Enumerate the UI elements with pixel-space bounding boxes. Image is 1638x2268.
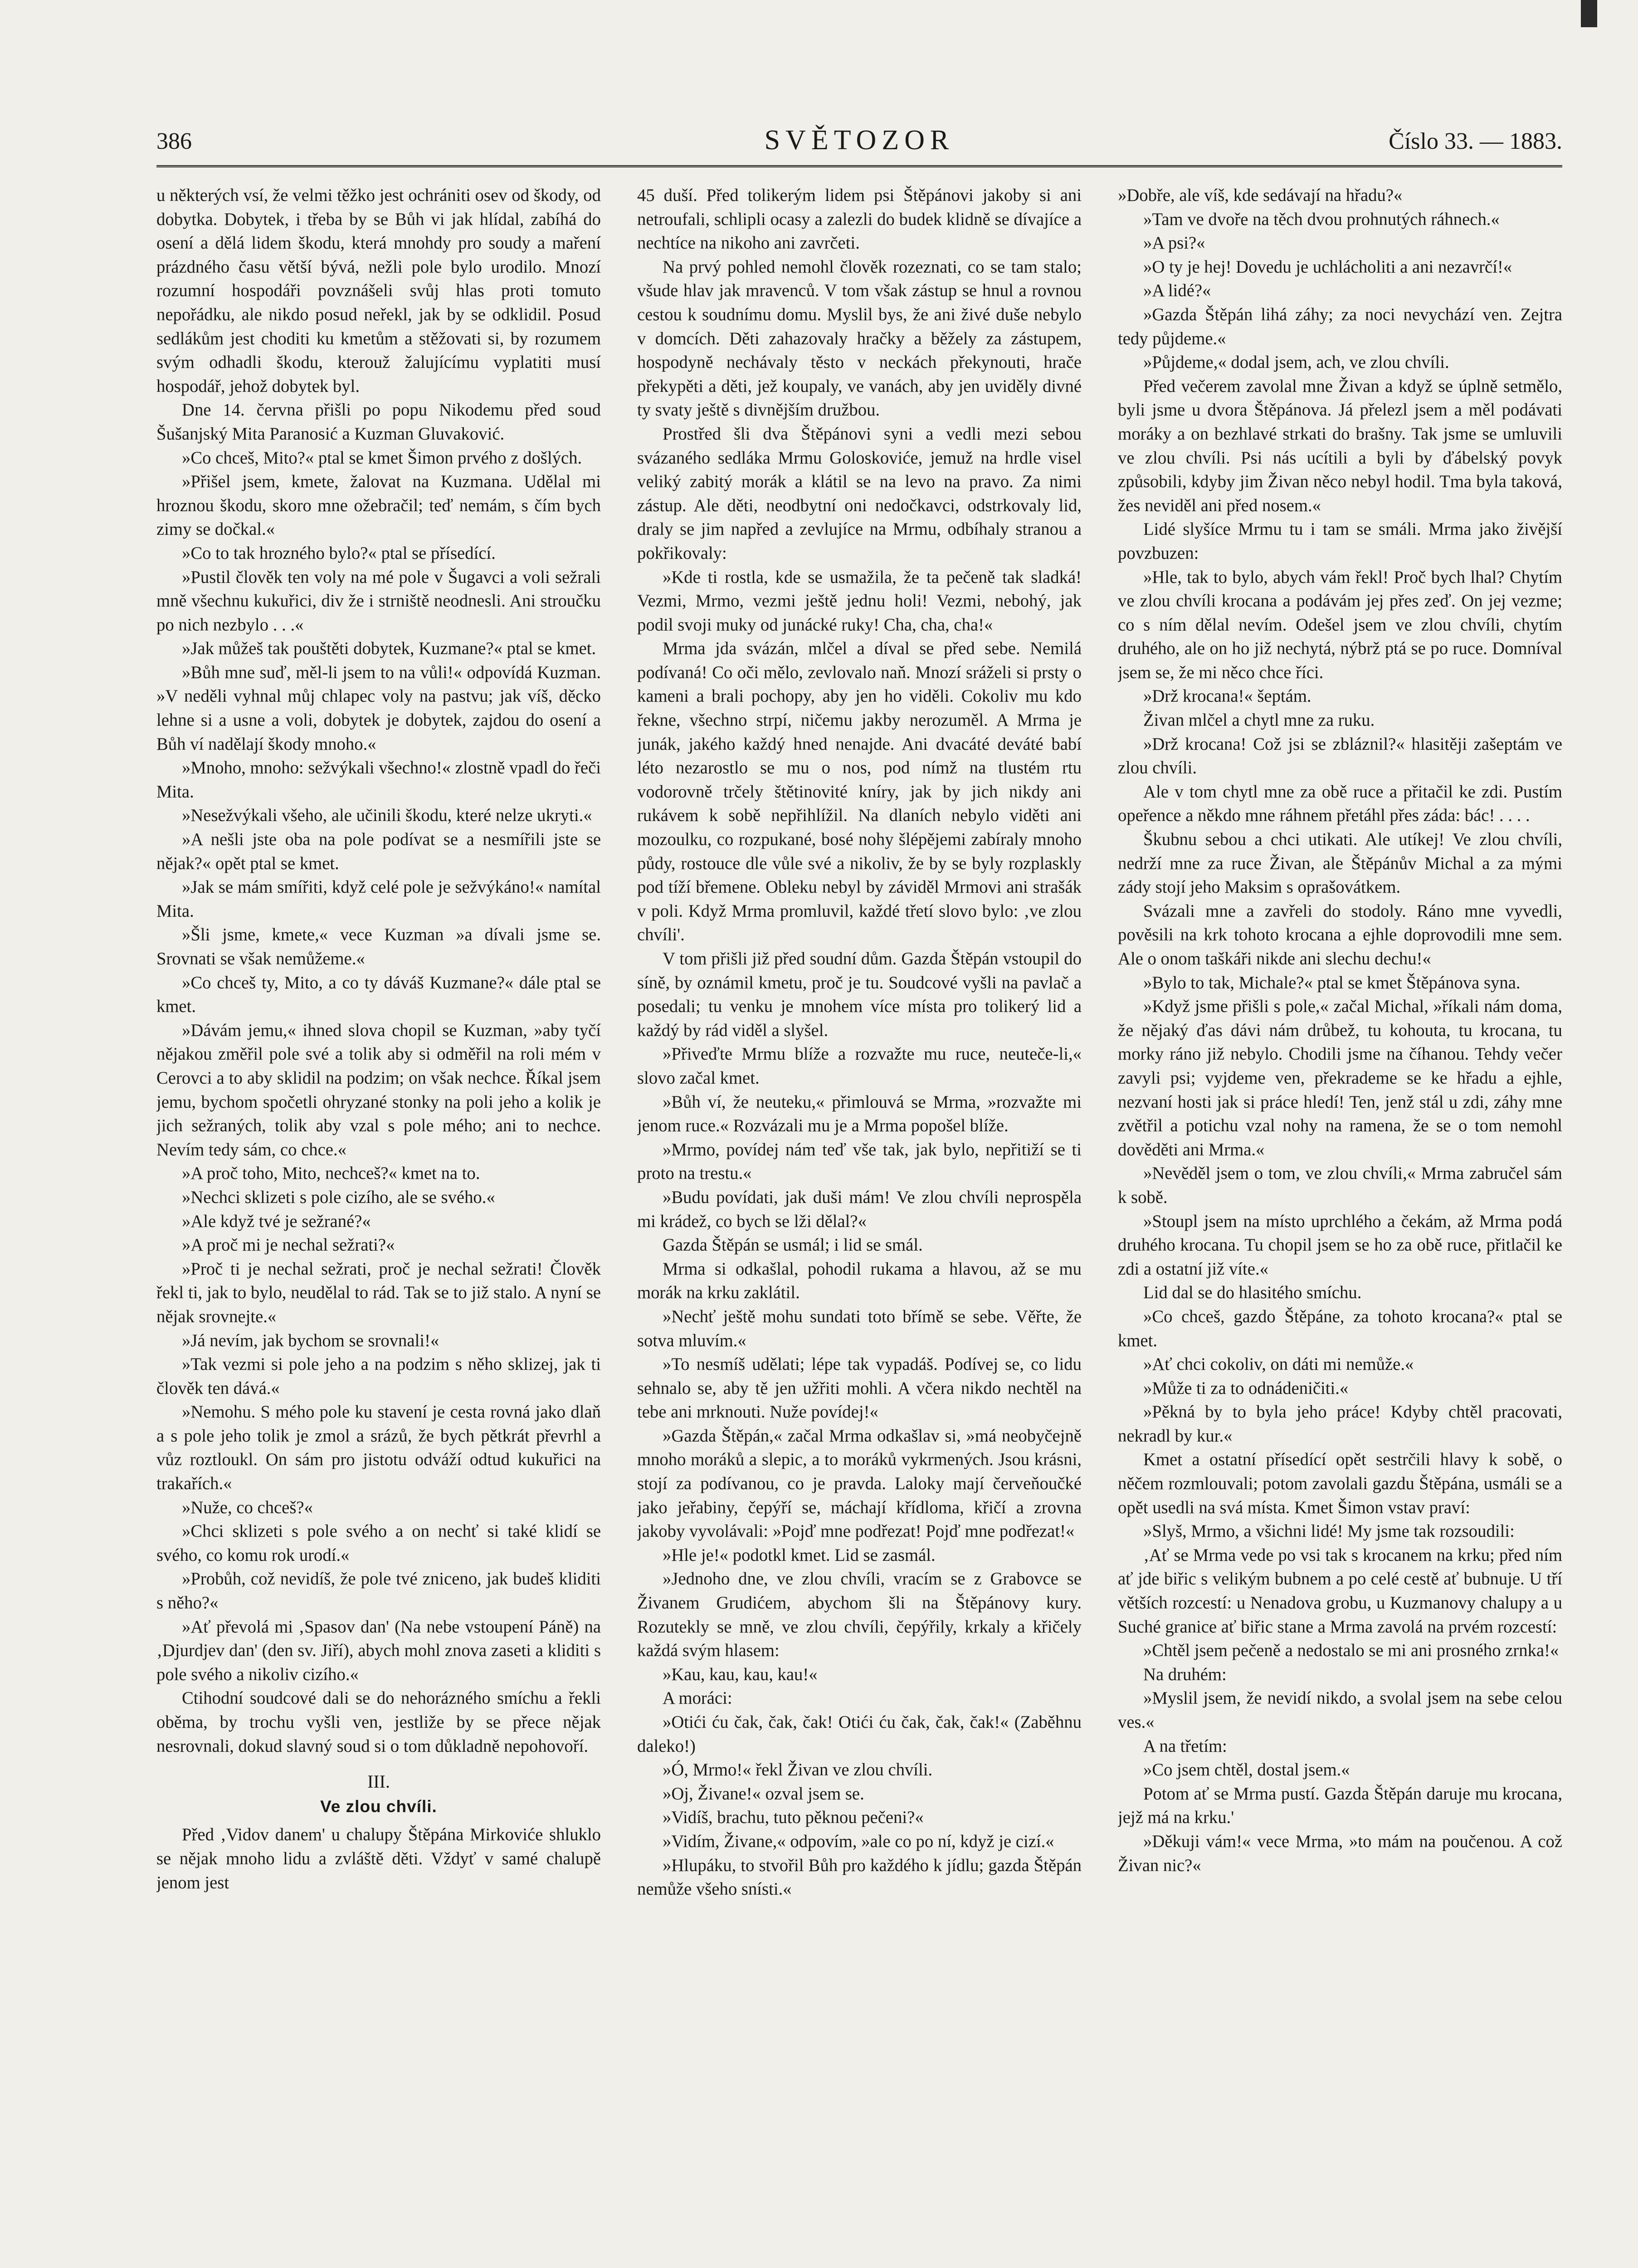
paragraph: »A nešli jste oba na pole podívat se a nesmířili jste se nějak?« opět ptal se kmet. [156,830,601,873]
paragraph: »Drž krocana!« šeptám. [1143,687,1311,706]
paragraph: »Ať chci cokoliv, on dáti mi nemůže.« [1143,1355,1414,1374]
paragraph: »A lidé?« [1143,281,1211,301]
paragraph: 45 duší. Před tolikerým lidem psi Štěpánovi jakoby si ani netroufali, schlipli ocasy a zalezli do budek klidně se dívajíce a nechtíce na nikoho ani zavrčeti. [637,186,1082,253]
paragraph: »Chtěl jsem pečeně a nedostalo se mi ani prosného zrnka!« [1143,1641,1559,1661]
text-column-right [1118,184,1562,2193]
paragraph: »Kau, kau, kau, kau!« [663,1665,818,1684]
paragraph: »Co to tak hrozného bylo?« ptal se přísedící. [182,543,496,563]
page-number: 386 [156,128,192,154]
paragraph: »A proč toho, Mito, nechceš?« kmet na to. [182,1164,480,1183]
paragraph: ‚Ať se Mrma vede po vsi tak s krocanem na krku; před ním ať jde biřic s velikým bubnem a po celé cestě ať bubnuje. U tří větších rozcestí: u Nenadova grobu, u Kuzmanovy chalupy a u Suché granice ať biřic stane a Mrma zavolá na prvém rozcestí: [1118,1545,1562,1637]
paragraph: »Dávám jemu,« ihned slova chopil se Kuzman, »aby tyčí nějakou změřil pole své a tolik aby si odměřil na roli mém v Cerovci a to aby sklidil na podzim; on však nechce. Říkal jsem jemu, bychom spočetli ohryzané stonky na poli jeho a kolik je jich sežraných, tolik aby vzal s pole mého; ani to nechce. Nevím tedy sám, co chce.« [156,1021,601,1159]
paragraph: »Jak můžeš tak pouštěti dobytek, Kuzmane?« ptal se kmet. [182,639,596,659]
paragraph: »Nechci sklizeti s pole cizího, ale se svého.« [182,1188,495,1207]
paragraph: Živan mlčel a chytl mne za ruku. [1143,711,1375,730]
paragraph: »Ó, Mrmo!« řekl Živan ve zlou chvíli. [663,1760,933,1780]
paragraph: »Dobře, ale víš, kde sedávají na hřadu?« [1118,186,1403,205]
paragraph: Dne 14. června přišli po popu Nikodemu před soud Šušanjský Mita Paranosić a Kuzman Gluvaković. [156,401,601,444]
paragraph: Gazda Štěpán se usmál; i lid se smál. [663,1236,923,1255]
paragraph: »Jednoho dne, ve zlou chvíli, vracím se z Grabovce se Živanem Grudićem, abychom šli na Štěpánovy kury. Rozutekly se mně, ve zlou chvíli, čepýřily, krkaly a křičely každá svým hlasem: [637,1569,1082,1661]
paragraph: »Mrmo, povídej nám teď vše tak, jak bylo, nepřitiží se ti proto na trestu.« [637,1140,1082,1183]
page-header [156,122,1562,167]
paragraph: »Hle, tak to bylo, abych vám řekl! Proč bych lhal? Chytím ve zlou chvíli krocana a podávám jej přes zeď. On jej vezme; co s ním dělal nevím. Odešel jsem ve zlou chvíli, chytím druhého, ale on ho již nechytá, nýbrž ptá se po ruce. Domníval jsem se, že mi něco chce říci. [1118,567,1562,682]
paragraph: »Ať převolá mi ‚Spasov dan' (Na nebe vstoupení Páně) na ‚Djurdjev dan' (den sv. Jiří), abych mohl znova zaseti a kliditi s pole svého a nikoliv cizího.« [156,1617,601,1684]
paragraph: Škubnu sebou a chci utikati. Ale utíkej! Ve zlou chvíli, nedrží mne za ruce Živan, ale Štěpánův Michal a za mými zády stojí jeho Maksim s oprašovátkem. [1118,830,1562,897]
paragraph: Potom ať se Mrma pustí. Gazda Štěpán daruje mu krocana, jejž má na krku.' [1118,1784,1562,1828]
paragraph: »Hle je!« podotkl kmet. Lid se zasmál. [663,1545,936,1565]
paragraph: »Nechť ještě mohu sundati toto břímě se sebe. Věřte, že sotva mluvím.« [637,1307,1082,1350]
paragraph: »Bůh ví, že neuteku,« přimlouvá se Mrma, »rozvažte mi jenom ruce.« Rozvázali mu je a Mrma popošel blíže. [637,1092,1082,1136]
paragraph: »A psi?« [1143,234,1205,253]
paragraph: »Tam ve dvoře na těch dvou prohnutých ráhnech.« [1143,210,1500,229]
paragraph: »Pustil člověk ten voly na mé pole v Šugavci a voli sežrali mně všechnu kukuřici, div že i strniště neodnesli. Ani stroučku po nich nezbylo . . .« [156,567,601,635]
paragraph: »Kde ti rostla, kde se usmažila, že ta pečeně tak sladká! Vezmi, Mrmo, vezmi ještě jednu holi! Vezmi, nebohý, jak podil svoji muky od junácké ruky! Cha, cha, cha!« [637,567,1082,635]
paragraph: »Když jsme přišli s pole,« začal Michal, »říkali nám doma, že nějaký ďas dávi nám drůbež, tu kohouta, tu krocana, tu morky ráno již nebylo. Chodili jsme na číhanou. Tehdy večer zavyli psi; vyjdeme ven, překrademe se ke hřadu a ejhle, nezvaní hosti jak si práce hledí! Ten, jenž stál u zdi, záhy mne zvětřil a potichu vzal nohy na ramena, že se o tom nemohl dověděti ani Mrma.« [1118,997,1562,1159]
section-number: III. [367,1771,390,1792]
paragraph: »To nesmíš udělati; lépe tak vypadáš. Podívej se, co lidu sehnalo se, aby tě jen užřiti mohli. A včera nikdo nechtěl na tebe ani mrknouti. Nuže povídej!« [637,1355,1082,1422]
paragraph: A moráci: [663,1689,732,1708]
paragraph: »Může ti za to odnádeničiti.« [1143,1378,1349,1398]
paragraph: Mrma jda svázán, mlčel a díval se před sebe. Nemilá podívaná! Co oči mělo, zevlovalo naň. Mnozí sráželi si prsty o kameni a brali pochopy, aby jen ho viděli. Cokoliv mu kdo řekne, všechno strpí, ničemu jakby nerozuměl. A Mrma je junák, jakého každý hned nenajde. Ani dvacáté deváté babí léto nezarostlo se mu o nos, pod nímž na tlustém rtu vodorovně trčely štětinovité kníry, jak by jich nikdy ani rukávem k sobě nepřihlížil. Na dlaních nebylo viděti ani mozoulku, co rozpukané, bosé nohy šlépějemi zabíraly mnoho půdy, rostouce dle vůle své a nikoliv, že by se byly rozplaskly pod tíží břemene. Obleku nebyl by záviděl Mrmovi ani strašák v poli. Když Mrma promluvil, každé třetí slovo bylo: ‚ve zlou chvíli'. [637,639,1082,945]
paragraph: »Nevěděl jsem o tom, ve zlou chvíli,« Mrma zabručel sám k sobě. [1118,1164,1562,1207]
paragraph: »Přišel jsem, kmete, žalovat na Kuzmana. Udělal mi hroznou škodu, skoro mne ožebračil; teď nemám, s čím bych zimy se dočkal.« [156,472,601,539]
paragraph: Kmet a ostatní přísedící opět sestrčili hlavy k sobě, o něčem rozmlouvali; potom zavolali gazdu Štěpána, usmáli se a opět usedli na svá místa. Kmet Šimon vstav praví: [1118,1450,1562,1517]
paragraph: »Budu povídati, jak duši mám! Ve zlou chvíli neprospěla mi krádež, co bych se lži dělal?« [637,1188,1082,1231]
paragraph: »Myslil jsem, že nevidí nikdo, a svolal jsem na sebe celou ves.« [1118,1689,1562,1732]
paragraph: Před večerem zavolal mne Živan a když se úplně setmělo, byli jsme u dvora Štěpánova. Já přelezl jsem a měl podávati moráky a on bezhlavé strkati do brašny. Tak jsme se umluvili ve zlou chvíli. Psi nás ucítili a byli by ďábelský povyk způsobili, kdyby jim Živan něco nebyl hodil. Tma byla taková, žes neviděl ani před nosem.« [1118,376,1562,515]
paragraph: u některých vsí, že velmi těžko jest ochrániti osev od škody, od dobytka. Dobytek, i třeba by se Bůh vi jak hlídal, zabíhá do osení a dělá lidem škodu, která mnohdy pro soudy a maření prázdného času větší bývá, nežli pole bylo urodilo. Mnozí rozumní hospodáři povznášeli svůj hlas proti tomuto nepořádku, ale nikdo posud neřekl, jak by se odklidil. Posud sedlákům jest choditi ku kmetům a stěžovati si, by rozumem svým odhadli škodu, kterouž žalujícímu vyplatiti musí hospodář, jehož dobytek byl. [156,186,601,396]
scan-blot [1581,0,1597,27]
paragraph: Lid dal se do hlasitého smíchu. [1143,1283,1362,1303]
paragraph: »Slyš, Mrmo, a všichni lidé! My jsme tak rozsoudili: [1143,1522,1515,1541]
paragraph: »Vidím, Živane,« odpovím, »ale co po ní, když je cizí.« [663,1832,1054,1851]
paragraph: »Já nevím, jak bychom se srovnali!« [182,1331,439,1350]
paragraph: »A proč mi je nechal sežrati?« [182,1236,395,1255]
paragraph: »Děkuji vám!« vece Mrma, »to mám na poučenou. A což Živan nic?« [1118,1832,1562,1875]
paragraph: »Hlupáku, to stvořil Bůh pro každého k jídlu; gazda Štěpán nemůže všeho snísti.« [637,1856,1082,1899]
paragraph: »Co chceš, gazdo Štěpáne, za tohoto krocana?« ptal se kmet. [1118,1307,1562,1350]
paragraph: »Stoupl jsem na místo uprchlého a čekám, až Mrma podá druhého krocana. Tu chopil jsem se ho za obě ruce, přitlačil ke zdi a ostatní již víte.« [1118,1212,1562,1279]
paragraph: »Gazda Štěpán,« začal Mrma odkašlav si, »má neobyčejně mnoho moráků a slepic, a to moráků vykrmených. Jsou krásni, stojí za podívanou, co je pravda. Laloky mají červeňoučké jako jeřabiny, čepýří se, máchají křídloma, křičí a zrovna jakoby vyvolávali: »Pojď mne podřezat! Pojď mne podřezat!« [637,1426,1082,1541]
paragraph: »Šli jsme, kmete,« vece Kuzman »a dívali jsme se. Srovnati se však nemůžeme.« [156,925,601,968]
paragraph: »Proč ti je nechal sežrati, proč je nechal sežrati! Člověk řekl ti, jak to bylo, neudělal to rád. Tak se to již stalo. A nyní se nějak srovnejte.« [156,1259,601,1326]
paragraph: Ctihodní soudcové dali se do nehorázného smíchu a řekli oběma, by trochu vyšli ven, jestliže by se přece nějak nesrovnali, dokud slavný soud si o tom důkladně nepohovoří. [156,1689,601,1756]
paragraph: »Bůh mne suď, měl-li jsem to na vůli!« odpovídá Kuzman. »V neděli vyhnal můj chlapec voly na pastvu; jak víš, děcko lehne si a usne a voli, dobytek je dobytek, zajdou do osení a Bůh ví nadělají škody mnoho.« [156,663,601,754]
paragraph: V tom přišli již před soudní dům. Gazda Štěpán vstoupil do síně, by oznámil kmetu, proč je tu. Soudcové vyšli na pavlač a posedali; tu venku je mnohem více místa pro tolikerý lid a každý by rád viděl a slyšel. [637,949,1082,1040]
paragraph: »Vidíš, brachu, tuto pěknou pečeni?« [663,1808,924,1828]
paragraph: »Přiveďte Mrmu blíže a rozvažte mu ruce, neuteče-li,« slovo začal kmet. [637,1045,1082,1088]
paragraph: Mrma si odkašlal, pohodil rukama a hlavou, až se mu morák na krku zaklátil. [637,1259,1082,1303]
paragraph: »Otići ću čak, čak, čak! Otići ću čak, čak, čak!« (Zaběhnu daleko!) [637,1713,1082,1756]
paragraph: »Jak se mám smířiti, když celé pole je sežvýkáno!« namítal Mita. [156,878,601,921]
issue-info: Číslo 33. — 1883. [1389,128,1562,154]
paragraph: »Oj, Živane!« ozval jsem se. [663,1784,864,1804]
paragraph: »Pěkná by to byla jeho práce! Kdyby chtěl pracovati, nekradl by kur.« [1118,1403,1562,1446]
text-columns [156,184,1562,2193]
paragraph: »Co chceš, Mito?« ptal se kmet Šimon prvého z došlých. [182,448,582,468]
paragraph: A na třetím: [1143,1736,1227,1756]
paragraph: Na prvý pohled nemohl člověk rozeznati, co se tam stalo; všude hlav jak mravenců. V tom však zástup se hnul a rovnou cestou k soudnímu domu. Myslil bys, že ani živé duše nebylo v domcích. Děti zahazovaly hračky a běžely za zástupem, hospodyně nechávaly těsto v neckách překynouti, hrače překypěti a děti, jež koupaly, ve vanách, aby jen uviděly divné ty svaty ještě s divnějším družbou. [637,257,1082,420]
paragraph: »Nemohu. S mého pole ku stavení je cesta rovná jako dlaň a s pole jeho tolik je zmol a srázů, že bych pětkrát převrhl a vůz roztloukl. On sám pro jistotu odváží odtud kukuřici na trakařích.« [156,1403,601,1494]
paragraph: »Co jsem chtěl, dostal jsem.« [1143,1760,1350,1780]
paragraph: Svázali mne a zavřeli do stodoly. Ráno mne vyvedli, pověsili na krk tohoto krocana a ejhle doprovodili mne sem. Ale o onom taškáři nikde ani slechu dechu!« [1118,901,1562,968]
paragraph: »Co chceš ty, Mito, a co ty dáváš Kuzmane?« dále ptal se kmet. [156,973,601,1017]
paragraph: Prostřed šli dva Štěpánovi syni a vedli mezi sebou svázaného sedláka Mrmu Goloskoviće, jemuž na hrdle visel veliký zabitý morák a klátil se na levo na pravo. Za nimi zástup. Ale děti, neodbytní oni nedočkavci, odstrkovaly lid, draly se jim napřed a zevlujíce na Mrmu, odbíhaly stranou a pokřikovaly: [637,424,1082,563]
paragraph: »Gazda Štěpán lihá záhy; za noci nevychází ven. Zejtra tedy půjdeme.« [1118,305,1562,348]
paragraph: Na druhém: [1143,1665,1227,1684]
paragraph: »O ty je hej! Dovedu je uchlácholiti a ani nezavrčí!« [1143,257,1512,277]
paragraph: »Bylo to tak, Michale?« ptal se kmet Štěpánova syna. [1143,973,1521,992]
text-column-left [156,184,601,2193]
paragraph: »Tak vezmi si pole jeho a na podzim s něho sklizej, jak ti člověk ten dává.« [156,1355,601,1398]
paragraph: »Ale když tvé je sežrané?« [182,1212,371,1231]
paragraph: »Půjdeme,« dodal jsem, ach, ve zlou chvíli. [1143,353,1449,372]
text-column-middle [637,184,1082,2193]
paragraph: Před ‚Vidov danem' u chalupy Štěpána Mirkoviće shluklo se nějak mnoho lidu a zvláště děti. Vždyť v samé chalupě jenom jest [156,1825,601,1892]
paragraph: »Drž krocana! Což jsi se zbláznil?« hlasitěji zašeptám ve zlou chvíli. [1118,734,1562,778]
paragraph: »Mnoho, mnoho: sežvýkali všechno!« zlostně vpadl do řeči Mita. [156,758,601,802]
paragraph: »Probůh, což nevidíš, že pole tvé zniceno, jak budeš kliditi s něho?« [156,1569,601,1613]
section-title: Ve zlou chvíli. [320,1797,437,1816]
paragraph: »Nesežvýkali všeho, ale učinili škodu, které nelze ukryti.« [182,806,592,826]
paragraph: Ale v tom chytl mne za obě ruce a přitačil ke zdi. Pustím opeřence a někdo mne ráhnem přetáhl přes záda: bác! . . . . [1118,782,1562,826]
paragraph: »Chci sklizeti s pole svého a on nechť si také klidí se svého, co komu rok urodí.« [156,1522,601,1565]
paragraph: »Nuže, co chceš?« [182,1498,313,1517]
paragraph: Lidé slyšíce Mrmu tu i tam se smáli. Mrma jako živější povzbuzen: [1118,520,1562,563]
journal-title: SVĚTOZOR [764,125,955,156]
